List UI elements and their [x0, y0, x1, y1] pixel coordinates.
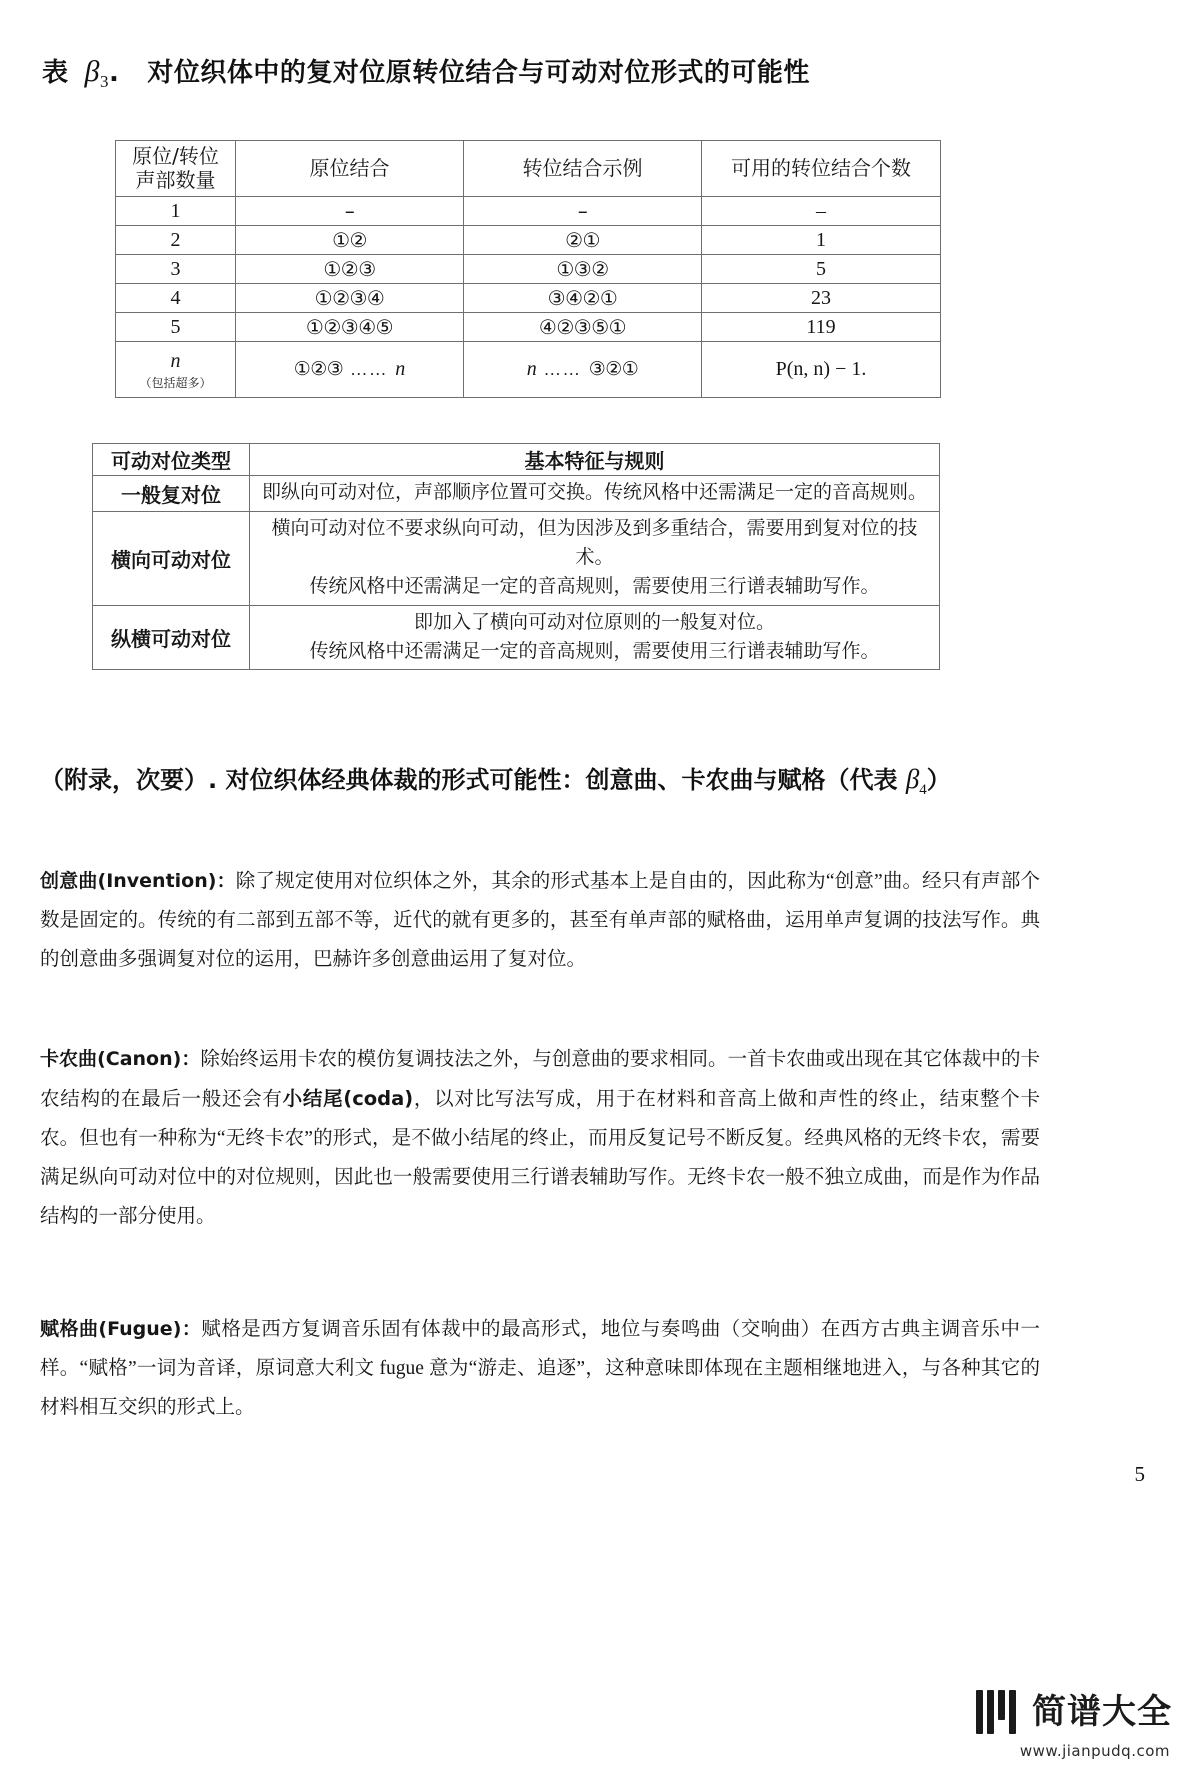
table-row	[116, 197, 941, 226]
cell-inverted: ①③②	[464, 255, 702, 284]
table-movable-counterpoint-types	[92, 443, 940, 670]
cell-voices: 5	[116, 313, 236, 342]
description-line: 横向可动对位不要求纵向可动，但为因涉及到多重结合，需要用到复对位的技术。	[271, 518, 918, 568]
paragraph-fugue-body: 赋格是西方复调音乐固有体裁中的最高形式，地位与奏鸣曲（交响曲）在西方古典主调音乐中一样。“赋格”一词为音译，原词意大利文 fugue 意为“游走、追逐”，这种意味即体现在主题相继地进入，与各种其它的材料相互交织的形式上。	[40, 1319, 1040, 1418]
header-voice-count	[116, 141, 236, 197]
cell-count: 119	[702, 313, 941, 342]
header-basic-features: 基本特征与规则	[250, 444, 940, 476]
cell-description	[250, 512, 940, 606]
section-heading-suffix: ）	[926, 766, 951, 794]
header-voice-count-line1: 原位/转位	[132, 144, 219, 168]
description-line: 传统风格中还需满足一定的音高规则，需要使用三行谱表辅助写作。	[309, 640, 880, 662]
section-heading	[40, 760, 1070, 799]
table-row	[116, 226, 941, 255]
section-heading-symbol: β	[905, 764, 920, 794]
cell-original: ①②③	[236, 255, 464, 284]
cell-voices-n	[116, 342, 236, 398]
cell-count: 5	[702, 255, 941, 284]
header-inverted-example: 转位结合示例	[464, 141, 702, 197]
cell-type: 一般复对位	[93, 476, 250, 512]
cell-inverted: ②①	[464, 226, 702, 255]
site-logo	[976, 1690, 1172, 1734]
cell-voices-n-note: （包括超多）	[139, 375, 212, 390]
cell-count: 1	[702, 226, 941, 255]
table-row-general	[116, 342, 941, 398]
cell-description	[250, 605, 940, 670]
cell-original: ①②③④⑤	[236, 313, 464, 342]
logo-url: www.jianpudq.com	[1019, 1742, 1170, 1760]
cell-voices: 2	[116, 226, 236, 255]
page-title-text: 对位织体中的复对位原转位结合与可动对位形式的可能性	[147, 58, 810, 88]
logo-name: 简谱大全	[1032, 1692, 1172, 1732]
table-row	[116, 255, 941, 284]
table-row	[93, 512, 940, 606]
cell-voices: 4	[116, 284, 236, 313]
cell-inverted-n-dots: ……	[543, 360, 582, 380]
paragraph-invention	[40, 862, 1040, 979]
cell-inverted-n-suffix: ③②①	[588, 358, 639, 381]
cell-original-n	[236, 342, 464, 398]
cell-original-n-dots: ……	[350, 360, 389, 380]
cell-type: 纵横可动对位	[93, 605, 250, 670]
section-heading-subscript: 4	[919, 781, 927, 798]
page-title-period: .	[108, 58, 120, 88]
cell-type: 横向可动对位	[93, 512, 250, 606]
table-inversion-combinations	[115, 140, 940, 398]
paragraph-canon-body-part2: ，以对比写法写成，用于在材料和音高上做和声性的终止，结束整个卡农。但也有一种称为“无终卡农”的形式，是不做小结尾的终止，而用反复记号不断反复。经典风格的无终卡农，需要满足纵向可动对位中的对位规则，因此也一般需要使用三行谱表辅助写作。无终卡农一般不独立成曲，而是作为作品结构的一部分使用。	[40, 1089, 1040, 1227]
page-title-symbol: β	[84, 55, 100, 88]
cell-original: –	[236, 197, 464, 226]
cell-original-n-suffix: n	[395, 358, 406, 381]
cell-count-n: P(n, n) − 1.	[702, 342, 941, 398]
page-number: 5	[1134, 1462, 1145, 1486]
table-header-row	[93, 444, 940, 476]
section-heading-prefix: （附录，次要）. 对位织体经典体裁的形式可能性：创意曲、卡农曲与赋格（代表	[40, 766, 906, 794]
cell-original-n-prefix: ①②③	[293, 358, 344, 381]
paragraph-fugue	[40, 1310, 1040, 1427]
paragraph-canon-body-part1: 除始终运用卡农的模仿复调技法之外，与创意曲的要求相同。一首卡农曲或出现在其它体裁中的卡农结构的在最后一般还会有	[40, 1049, 1040, 1110]
piano-keys-icon	[976, 1690, 1022, 1734]
table-row	[116, 284, 941, 313]
page-title	[42, 52, 810, 92]
cell-count: 23	[702, 284, 941, 313]
cell-count: –	[702, 197, 941, 226]
header-movable-type: 可动对位类型	[93, 444, 250, 476]
paragraph-fugue-lead: 赋格曲(Fugue)：	[40, 1318, 202, 1340]
cell-voices: 3	[116, 255, 236, 284]
paragraph-canon-coda-term: 小结尾(coda)	[282, 1087, 414, 1110]
cell-voices-n-symbol: n	[170, 349, 181, 372]
description-line: 即加入了横向可动对位原则的一般复对位。	[413, 611, 775, 633]
paragraph-invention-lead: 创意曲(Invention)：	[40, 870, 236, 892]
paragraph-invention-body: 除了规定使用对位织体之外，其余的形式基本上是自由的，因此称为“创意”曲。经只有声部个数是固定的。传统的有二部到五部不等，近代的就有更多的，甚至有单声部的赋格曲，运用单声复调的技法写作。典的创意曲多强调复对位的运用，巴赫许多创意曲运用了复对位。	[40, 871, 1040, 970]
cell-inverted: ④②③⑤①	[464, 313, 702, 342]
cell-inverted-n-prefix: n	[526, 358, 537, 381]
paragraph-canon	[40, 1040, 1040, 1236]
header-original-combination: 原位结合	[236, 141, 464, 197]
header-voice-count-line2: 声部数量	[135, 167, 216, 192]
cell-inverted: ③④②①	[464, 284, 702, 313]
cell-voices: 1	[116, 197, 236, 226]
description-line: 即纵向可动对位，声部顺序位置可交换。传统风格中还需满足一定的音高规则。	[261, 482, 927, 504]
cell-original: ①②③④	[236, 284, 464, 313]
table-row	[93, 476, 940, 512]
page-title-label: 表	[42, 58, 69, 88]
page-title-subscript: 3	[99, 72, 109, 92]
cell-inverted-n	[464, 342, 702, 398]
paragraph-canon-lead: 卡农曲(Canon)：	[40, 1048, 201, 1070]
table-row	[116, 313, 941, 342]
cell-original: ①②	[236, 226, 464, 255]
header-available-count: 可用的转位结合个数	[702, 141, 941, 197]
description-line: 传统风格中还需满足一定的音高规则，需要使用三行谱表辅助写作。	[309, 575, 880, 597]
table-row	[93, 605, 940, 670]
cell-description	[250, 476, 940, 512]
cell-inverted: –	[464, 197, 702, 226]
table-header-row	[116, 141, 941, 197]
